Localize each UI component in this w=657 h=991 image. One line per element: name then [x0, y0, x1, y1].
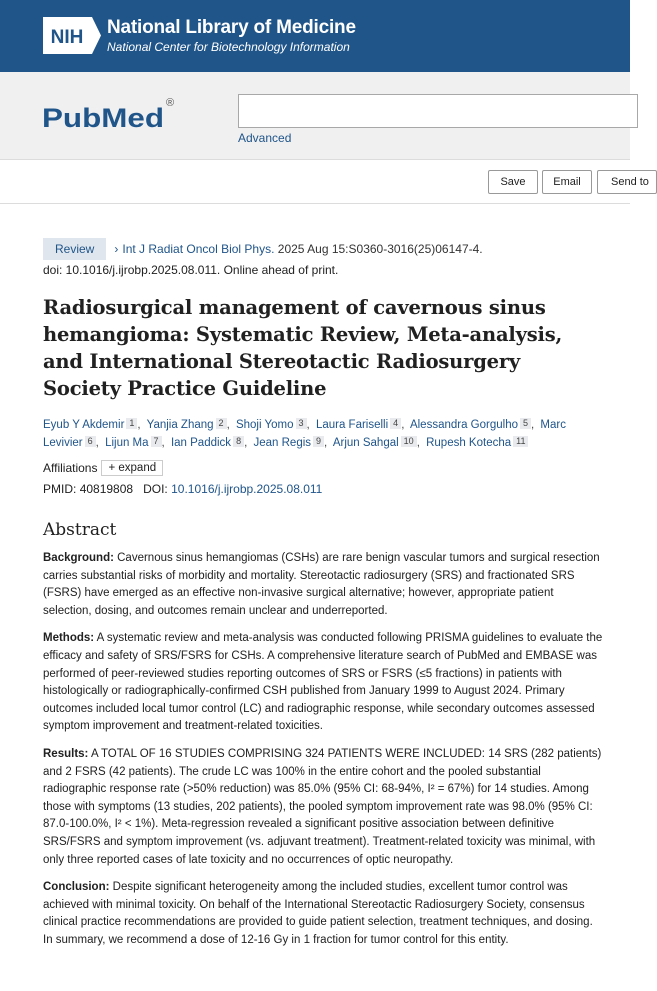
affiliation-number[interactable]: 11 [513, 436, 528, 447]
expand-affiliations-button[interactable]: + expand [101, 460, 163, 476]
abstract-section-label: Methods: [43, 632, 95, 645]
author-separator: , [137, 419, 141, 431]
save-button[interactable]: Save [488, 170, 538, 194]
article-content [43, 238, 603, 949]
author-separator: , [531, 419, 535, 431]
author-item [316, 419, 407, 431]
author-link[interactable]: Arjun Sahgal [332, 437, 399, 449]
author-item [410, 419, 537, 431]
affiliation-number[interactable]: 4 [390, 418, 401, 429]
pubmed-logo-text: PubMed [42, 103, 164, 133]
abstract-heading: Abstract [43, 520, 117, 540]
abstract-section-text: Cavernous sinus hemangiomas (CSHs) are rare benign vascular tumors and surgical resection carries substantial risks of morbidity and mortality. Stereotactic radiosurgery (SRS) and fractionated SRS (FSRS) have emerged as an effective non-invasive surgical alternative; however, appropriate patient selection, dosing, and outcomes remain unclear and underreported. [43, 552, 600, 617]
nih-title[interactable]: National Library of Medicine [107, 17, 356, 38]
author-separator: , [95, 437, 99, 449]
abstract-section [43, 879, 603, 949]
abstract-body [43, 550, 603, 949]
author-item [171, 437, 250, 449]
chevron-right-icon: › [114, 242, 119, 256]
abstract-section [43, 550, 603, 620]
author-link[interactable]: Ian Paddick [170, 437, 232, 449]
affiliation-number[interactable]: 8 [233, 436, 244, 447]
nih-logo-icon[interactable] [43, 17, 101, 54]
author-item [333, 437, 423, 449]
affiliation-number[interactable]: 7 [151, 436, 162, 447]
authors-list [43, 416, 603, 452]
author-item [43, 419, 144, 431]
author-separator: , [226, 419, 230, 431]
author-separator: , [416, 437, 420, 449]
affiliations-label: Affiliations [43, 461, 98, 475]
affiliation-number[interactable]: 10 [401, 436, 417, 447]
author-link[interactable]: Eyub Y Akdemir [43, 419, 125, 431]
citation-line [43, 238, 603, 260]
author-separator: , [244, 437, 248, 449]
author-item [105, 437, 168, 449]
author-link[interactable]: Marc Levivier [43, 419, 566, 449]
affiliation-number[interactable]: 6 [85, 436, 96, 447]
abstract-section-label: Background: [43, 552, 114, 564]
doi-line: doi: 10.1016/j.ijrobp.2025.08.011. Online ahead of print. [43, 263, 339, 277]
affiliation-number[interactable]: 2 [216, 418, 227, 429]
doi-link[interactable]: 10.1016/j.ijrobp.2025.08.011 [171, 482, 323, 496]
affiliation-number[interactable]: 3 [296, 418, 307, 429]
author-separator: , [306, 419, 310, 431]
pubmed-logo[interactable] [42, 90, 182, 140]
advanced-search-link[interactable]: Advanced [238, 131, 292, 145]
send-to-button[interactable]: Send to [597, 170, 657, 194]
author-link[interactable]: Rupesh Kotecha [426, 437, 512, 449]
journal-link[interactable]: Int J Radiat Oncol Biol Phys. [122, 242, 275, 256]
nih-subtitle: National Center for Biotechnology Information [107, 40, 350, 54]
search-input[interactable] [238, 94, 638, 128]
citation-text: 2025 Aug 15:S0360-3016(25)06147-4. [277, 242, 483, 256]
abstract-section-text: A systematic review and meta-analysis was conducted following PRISMA guidelines to evaluate the efficacy and safety of SRS/FSRS for CSHs. A comprehensive literature search of PubMed and EMBASE was performed of peer-reviewed studies reporting outcomes of SRS or FSRS (≤5 fractions) in patients with histologically or radiographically-confirmed CSH published from January 1999 to August 2024. Primary outcomes included local tumor control (LC) and radiographic response, while secondary outcomes assessed symptom improvement and treatment-related toxicities. [43, 632, 603, 733]
abstract-section-label: Results: [43, 747, 89, 760]
author-item [426, 437, 528, 449]
affiliation-number[interactable]: 1 [126, 418, 137, 429]
article-title: Radiosurgical management of cavernous sinus hemangioma: Systematic Review, Meta-analysis, and International Stereotactic Radiosurgery Society Practice Guideline [43, 296, 563, 400]
author-link[interactable]: Yanjia Zhang [146, 419, 214, 431]
nih-logo-text: NIH [50, 27, 84, 48]
search-band [0, 72, 630, 160]
author-link[interactable]: Jean Regis [253, 437, 312, 449]
affiliations-row [43, 460, 603, 476]
author-separator: , [401, 419, 405, 431]
action-bar [0, 160, 649, 204]
registered-mark: ® [166, 97, 175, 109]
identifiers-row [43, 480, 603, 498]
author-item [236, 419, 313, 431]
abstract-section-text: Despite significant heterogeneity among the included studies, excellent tumor control was achieved with minimal toxicity. On behalf of the International Stereotactic Radiosurgery Society, consensus clinical practice recommendations are provided to guide patient selection, treatment techniques, and dosing. In summary, we recommend a dose of 12-16 Gy in 1 fraction for tumor control for this entity. [43, 881, 593, 946]
abstract-section-label: Conclusion: [43, 881, 110, 894]
author-item [253, 437, 330, 449]
author-link[interactable]: Alessandra Gorgulho [409, 419, 518, 431]
author-separator: , [161, 437, 165, 449]
abstract-section [43, 630, 603, 736]
email-button[interactable]: Email [542, 170, 592, 194]
author-link[interactable]: Laura Fariselli [315, 419, 389, 431]
nih-header [0, 0, 630, 72]
author-separator: , [324, 437, 328, 449]
affiliation-number[interactable]: 9 [313, 436, 324, 447]
abstract-section [43, 746, 603, 869]
author-item [147, 419, 233, 431]
abstract-section-text: A TOTAL OF 16 STUDIES COMPRISING 324 PATIENTS WERE INCLUDED: 14 SRS (282 patients) and 2 FSRS (42 patients). The crude LC was 100% in the entire cohort and the pooled substantial radiographic response rate (>50% reduction) was 85.0% (95% CI: 68-94%, I² = 67%) for 14 studies. Among those with symptoms (13 studies, 202 patients), the pooled symptom improvement rate was 98.0% (95% CI: 87.0-100.0%, I² < 1%). Meta-regression revealed a significant positive association between definitive SRS/FSRS and symptom improvement (vs. adjuvant treatment). Treatment-related toxicity was minimal, with only three reported cases of late toxicity and no occurrences of optic neuropathy. [43, 747, 602, 866]
affiliation-number[interactable]: 5 [520, 418, 531, 429]
doi-label: DOI: [143, 482, 168, 496]
pmid-value: 40819808 [79, 482, 134, 496]
publication-type-badge: Review [43, 238, 106, 260]
pmid-label: PMID: [43, 482, 77, 496]
author-link[interactable]: Shoji Yomo [235, 419, 294, 431]
author-link[interactable]: Lijun Ma [105, 437, 149, 449]
